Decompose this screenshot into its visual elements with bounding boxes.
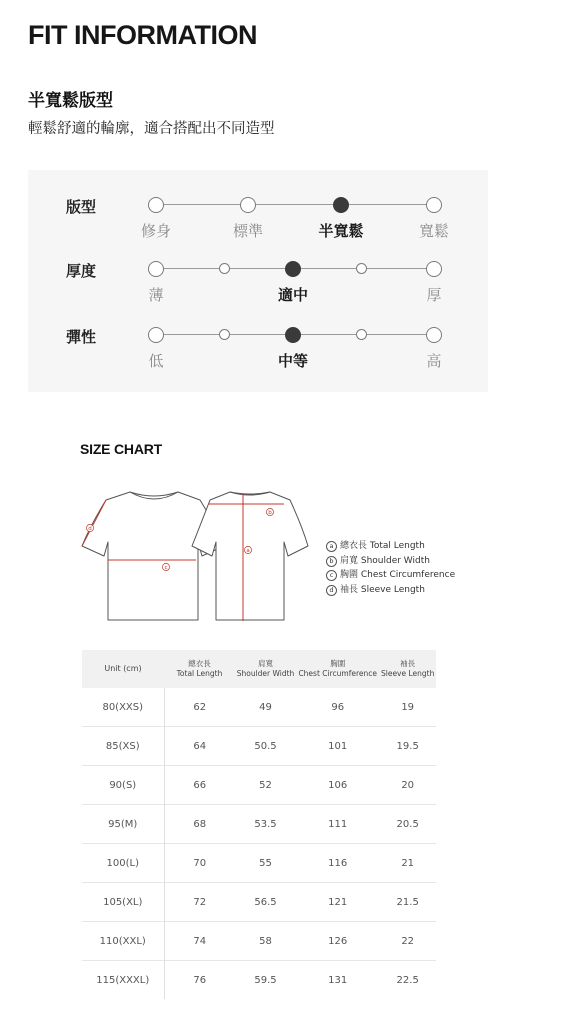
measurement-legend xyxy=(326,539,455,597)
fit-subtitle: 半寬鬆版型 xyxy=(28,91,113,111)
measurement-cell: 19 xyxy=(401,701,415,713)
legend-item: a 總衣長 Total Length xyxy=(326,539,455,554)
thickness-node xyxy=(426,261,442,277)
measurement-cell: 52 xyxy=(235,766,296,805)
measurement-cell: 116 xyxy=(296,844,379,883)
elasticity-node xyxy=(426,327,442,343)
table-row xyxy=(82,922,436,961)
elasticity-node xyxy=(148,327,164,343)
silhouette-option: 寬鬆 xyxy=(418,222,450,240)
fit-row-silhouette xyxy=(28,196,488,250)
table-row xyxy=(82,805,436,844)
legend-item: b 肩寬 Shoulder Width xyxy=(326,554,455,569)
measurement-cell: 53.5 xyxy=(235,805,296,844)
measurement-cell: 62 xyxy=(193,701,207,713)
size-cell: 115(XXXL) xyxy=(82,961,164,1000)
measurement-cell: 76 xyxy=(164,961,235,1000)
size-cell: 80(XXS) xyxy=(82,688,164,727)
tshirt-front-icon xyxy=(82,492,224,620)
size-chart-title: SIZE CHART xyxy=(80,441,163,457)
measurement-cell: 58 xyxy=(235,922,296,961)
legend-item: c 胸圍 Chest Circumference xyxy=(326,568,455,583)
fit-row-thickness xyxy=(28,260,488,314)
mark-a: a xyxy=(246,548,250,554)
fit-panel xyxy=(28,170,488,392)
silhouette-node xyxy=(426,197,442,213)
size-cell: 100(L) xyxy=(82,844,164,883)
measurement-cell: 49 xyxy=(259,701,272,713)
measurement-cell: 131 xyxy=(296,961,379,1000)
header-shoulder-width: 肩寬 Shoulder Width xyxy=(235,650,296,688)
table-row xyxy=(82,961,436,1000)
table-row xyxy=(82,727,436,766)
measurement-cell: 22.5 xyxy=(379,961,436,1000)
table-header-row xyxy=(82,650,436,688)
measurement-cell: 21.5 xyxy=(379,883,436,922)
measurement-cell: 101 xyxy=(296,727,379,766)
silhouette-option: 標準 xyxy=(232,222,264,240)
measurement-cell: 66 xyxy=(164,766,235,805)
measurement-cell: 64 xyxy=(164,727,235,766)
thickness-node xyxy=(148,261,164,277)
measurement-cell: 111 xyxy=(296,805,379,844)
size-cell: 105(XL) xyxy=(82,883,164,922)
silhouette-track xyxy=(156,204,434,205)
measurement-cell: 55 xyxy=(235,844,296,883)
tshirt-back-icon xyxy=(192,492,308,620)
size-cell: 90(S) xyxy=(82,766,164,805)
elasticity-scale-label: 高 xyxy=(426,352,442,370)
fit-label-elasticity: 彈性 xyxy=(66,328,97,346)
thickness-scale-label-selected: 適中 xyxy=(277,286,309,304)
size-chart-body xyxy=(82,688,436,999)
fit-label-thickness: 厚度 xyxy=(66,262,97,280)
measurement-cell: 22 xyxy=(379,922,436,961)
thickness-scale-label: 薄 xyxy=(148,286,164,304)
measurement-cell: 20.5 xyxy=(379,805,436,844)
mark-c: c xyxy=(164,565,168,571)
table-row xyxy=(82,766,436,805)
silhouette-option-selected: 半寬鬆 xyxy=(318,222,364,240)
measurement-cell: 121 xyxy=(296,883,379,922)
measurement-cell: 50.5 xyxy=(235,727,296,766)
legend-item: d 袖長 Sleeve Length xyxy=(326,583,455,598)
page-title: FIT INFORMATION xyxy=(28,20,257,50)
measurement-cell: 72 xyxy=(164,883,235,922)
header-unit: Unit (cm) xyxy=(82,650,164,688)
measurement-cell: 74 xyxy=(164,922,235,961)
tshirt-measurement-diagram xyxy=(78,484,310,626)
header-chest: 胸圍 Chest Circumference xyxy=(296,650,379,688)
thickness-scale-label: 厚 xyxy=(426,286,442,304)
fit-label-silhouette: 版型 xyxy=(66,198,97,216)
fit-description: 輕鬆舒適的輪廓，適合搭配出不同造型 xyxy=(28,121,275,137)
measurement-cell: 126 xyxy=(296,922,379,961)
elasticity-node xyxy=(219,329,230,340)
thickness-node-selected xyxy=(285,261,301,277)
elasticity-scale-label: 低 xyxy=(148,352,164,370)
size-chart-table xyxy=(82,650,436,999)
size-cell: 95(M) xyxy=(82,805,164,844)
measurement-cell: 70 xyxy=(164,844,235,883)
silhouette-option: 修身 xyxy=(140,222,172,240)
measurement-cell: 59.5 xyxy=(235,961,296,1000)
thickness-node xyxy=(356,263,367,274)
header-total-length: 總衣長 Total Length xyxy=(164,650,235,688)
size-cell: 110(XXL) xyxy=(82,922,164,961)
table-row xyxy=(82,883,436,922)
measurement-cell: 19.5 xyxy=(379,727,436,766)
mark-b: b xyxy=(268,510,272,516)
size-cell: 85(XS) xyxy=(82,727,164,766)
elasticity-node-selected xyxy=(285,327,301,343)
measurement-cell: 56.5 xyxy=(235,883,296,922)
elasticity-scale-label-selected: 中等 xyxy=(277,352,309,370)
thickness-node xyxy=(219,263,230,274)
table-row xyxy=(82,688,436,727)
silhouette-node xyxy=(240,197,256,213)
measurement-cell: 106 xyxy=(296,766,379,805)
measurement-cell: 20 xyxy=(379,766,436,805)
table-row xyxy=(82,844,436,883)
elasticity-node xyxy=(356,329,367,340)
silhouette-node xyxy=(148,197,164,213)
mark-d: d xyxy=(88,526,92,532)
measurement-cell: 21 xyxy=(379,844,436,883)
measurement-cell: 96 xyxy=(331,701,345,713)
measurement-cell: 68 xyxy=(164,805,235,844)
header-sleeve-length: 袖長 Sleeve Length xyxy=(379,650,436,688)
fit-row-elasticity xyxy=(28,326,488,380)
silhouette-node-selected xyxy=(333,197,349,213)
